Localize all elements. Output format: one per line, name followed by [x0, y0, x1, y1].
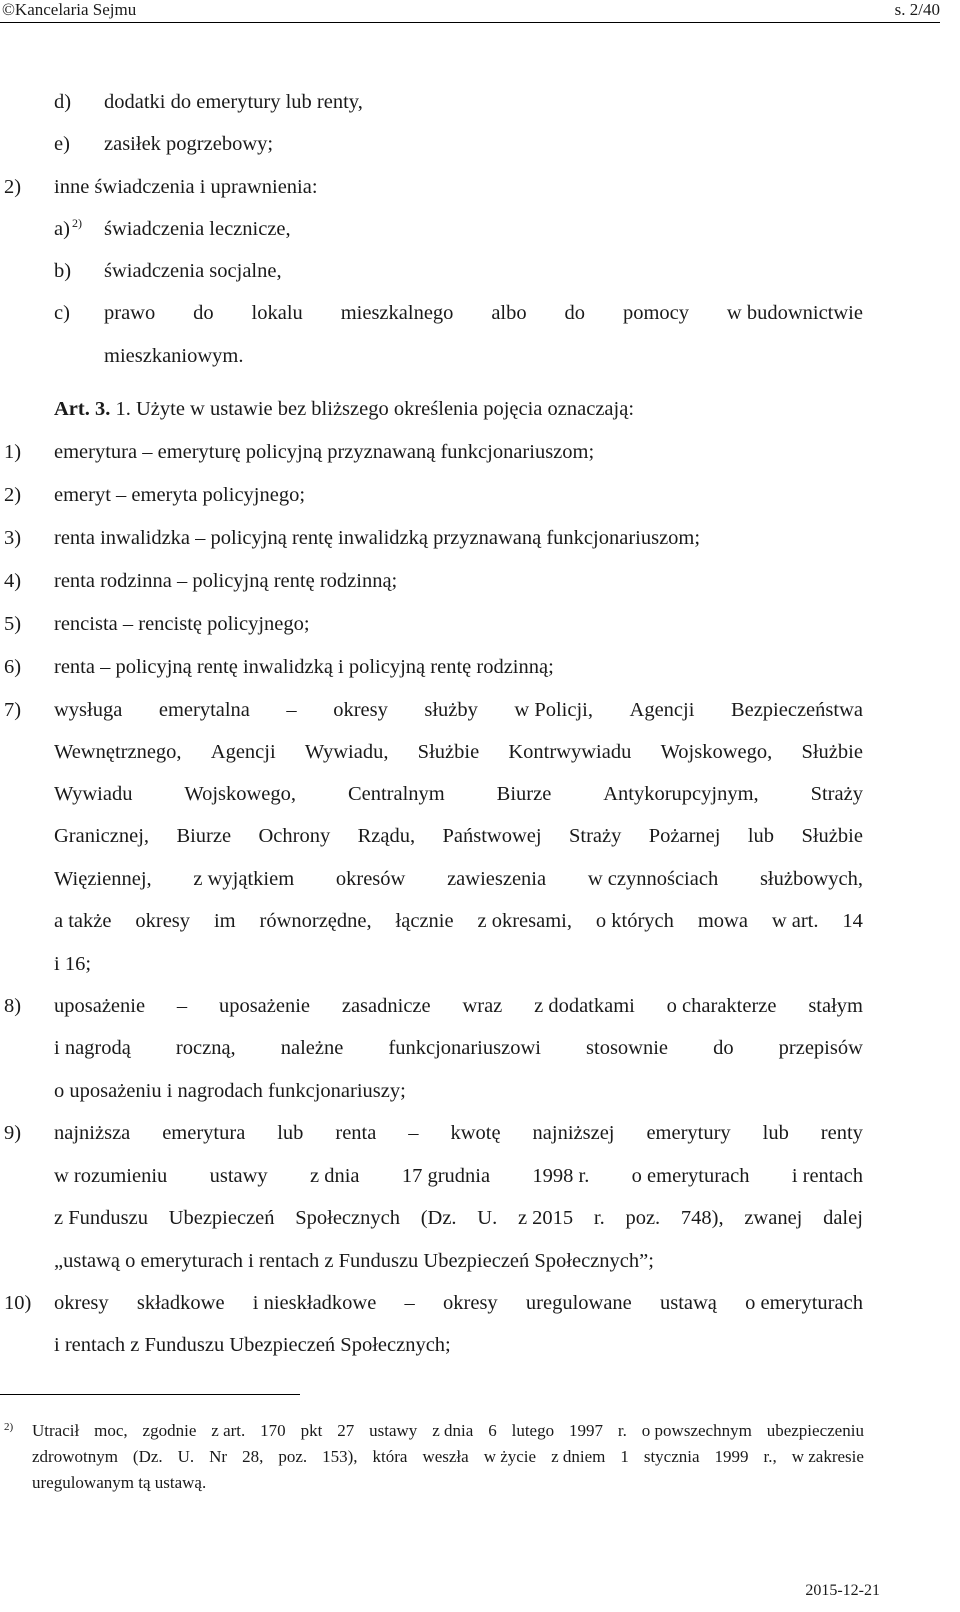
point-text: emeryt – emeryta policyjnego;	[54, 484, 306, 506]
point-marker: 8)	[4, 995, 22, 1017]
item-marker: e)	[54, 133, 70, 155]
point-text: emerytura – emeryturę policyjną przyznawaną funkcjonariuszom;	[54, 441, 595, 463]
item-text: świadczenia lecznicze,	[104, 218, 291, 240]
point-text: inne świadczenia i uprawnienia:	[54, 176, 318, 198]
point-text: renta inwalidzka – policyjną rentę inwalidzką przyznawaną funkcjonariuszom;	[54, 527, 701, 549]
point-marker: 2)	[4, 176, 22, 198]
item-marker: a) $^{2)}$	[54, 216, 82, 240]
publication-date: 2015-12-21	[805, 1582, 880, 1599]
item-text: świadczenia socjalne,	[104, 260, 282, 282]
point-marker: 3)	[4, 527, 22, 549]
item-text: dodatki do emerytury lub renty,	[104, 91, 363, 113]
point-text: renta rodzinna – policyjną rentę rodzinną;	[54, 570, 398, 592]
point-marker: 4)	[4, 570, 22, 592]
point-marker: 1)	[4, 441, 22, 463]
item-text: zasiłek pogrzebowy;	[104, 133, 274, 155]
article-intro: 1. Użyte w ustawie bez bliższego określenia pojęcia oznaczają:	[115, 398, 635, 420]
header-source: ©Kancelaria Sejmu	[2, 0, 137, 19]
point-marker: 2)	[4, 484, 22, 506]
point-marker: 6)	[4, 656, 22, 678]
footnote-divider	[0, 1394, 300, 1395]
item-marker: d)	[54, 91, 72, 113]
item-text: prawo do lokalu mieszkalnego albo do pomocy w budownictwie	[104, 302, 863, 324]
point-marker: 9)	[4, 1122, 22, 1144]
point-marker: 7)	[4, 699, 22, 721]
point-marker: 5)	[4, 613, 22, 635]
item-marker: c)	[54, 302, 70, 324]
footnote-ref: 2)	[71, 216, 82, 230]
article-label: Art. 3.	[54, 398, 111, 420]
item-marker: b)	[54, 260, 72, 282]
page-number: s. 2/40	[894, 0, 940, 19]
point-text: renta – policyjną rentę inwalidzką i policyjną rentę rodzinną;	[54, 656, 554, 678]
point-text: rencista – rencistę policyjnego;	[54, 613, 310, 635]
point-marker: 10)	[4, 1292, 32, 1314]
header-divider	[0, 22, 940, 23]
